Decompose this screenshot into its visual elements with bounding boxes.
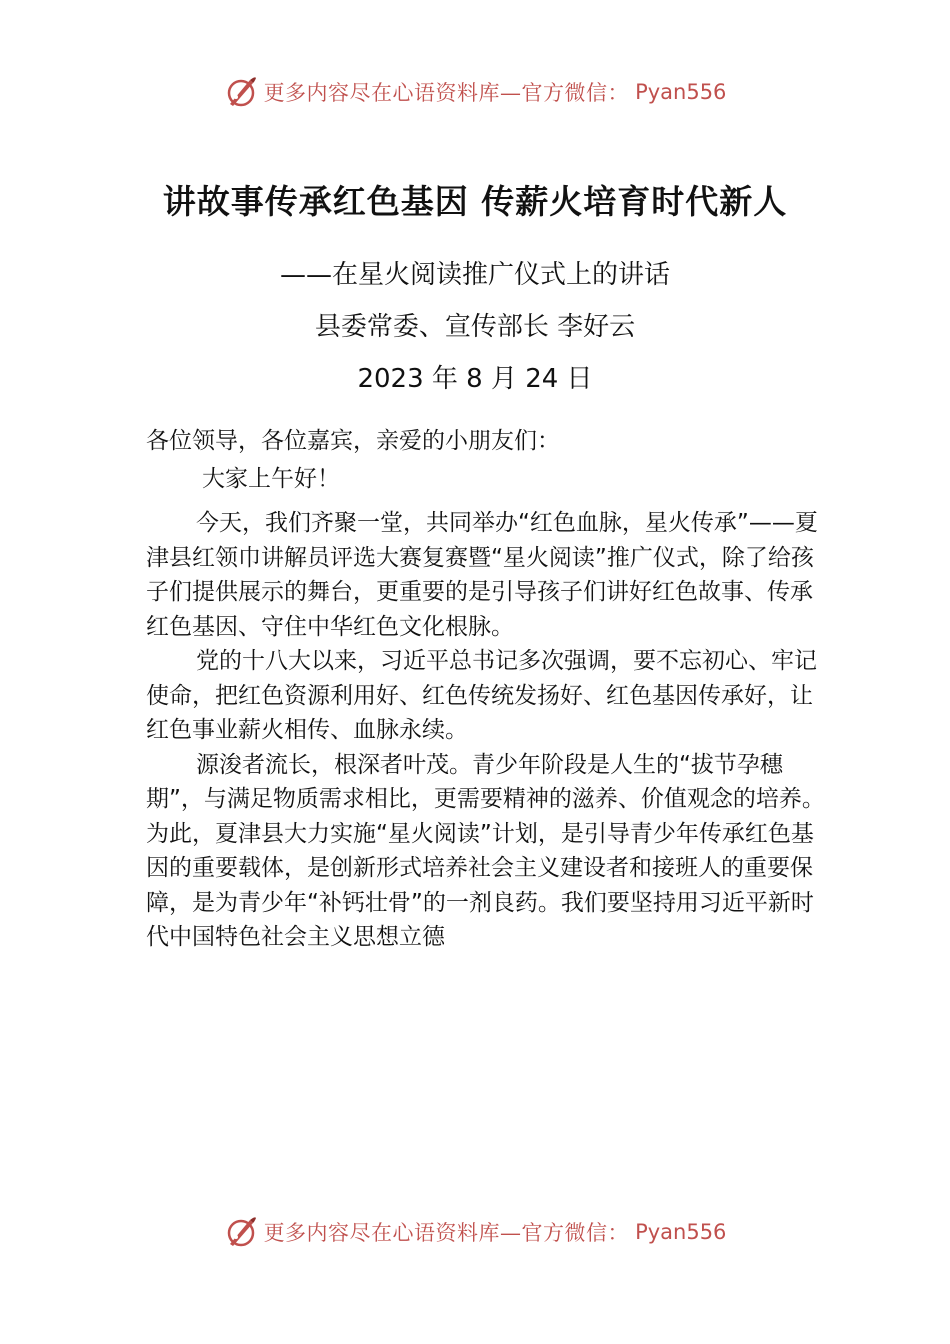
banner-wechat-id: Pyan556 <box>635 80 727 104</box>
body-paragraph: 党的十八大以来，习近平总书记多次强调，要不忘初心、牢记使命，把红色资源利用好、红色传统发扬好、红色基因传承好，让红色事业薪火相传、血脉永续。 <box>146 648 817 743</box>
greeting: 大家上午好！ <box>202 465 340 492</box>
footer-banner <box>0 1212 950 1252</box>
red-quill-logo-icon <box>224 1215 258 1249</box>
document-title: 讲故事传承红色基因 传薪火培育时代新人 <box>162 182 788 221</box>
body-paragraph: 今天，我们齐聚一堂，共同举办“红色血脉，星火传承”——夏津县红领巾讲解员评选大赛复赛暨“星火阅读”推广仪式，除了给孩子们提供展示的舞台，更重要的是引导孩子们讲好红色故事、传承红色基因、守住中华红色文化根脉。 <box>146 510 818 640</box>
red-quill-logo-icon <box>224 75 258 109</box>
body-paragraph: 源浚者流长，根深者叶茂。青少年阶段是人生的“拔节孕穗期”，与满足物质需求相比，更需要精神的滋养、价值观念的培养。为此，夏津县大力实施“星火阅读”计划，是引导青少年传承红色基因的重要载体，是创新形式培养社会主义建设者和接班人的重要保障，是为青少年“补钙壮骨”的一剂良药。我们要坚持用习近平新时代中国特色社会主义思想立德 <box>146 751 825 950</box>
salutation: 各位领导，各位嘉宾，亲爱的小朋友们： <box>146 428 560 454</box>
banner-wechat-id: Pyan556 <box>635 1220 727 1244</box>
banner-text: 更多内容尽在心语资料库—官方微信： <box>263 81 630 105</box>
header-banner <box>0 72 950 112</box>
document-body <box>146 424 826 955</box>
banner-text: 更多内容尽在心语资料库—官方微信： <box>263 1221 630 1245</box>
document-date: 2023 年 8 月 24 日 <box>357 364 593 394</box>
document-subtitle: ——在星火阅读推广仪式上的讲话 <box>279 260 670 290</box>
document-author: 县委常委、宣传部长 李好云 <box>314 312 636 342</box>
